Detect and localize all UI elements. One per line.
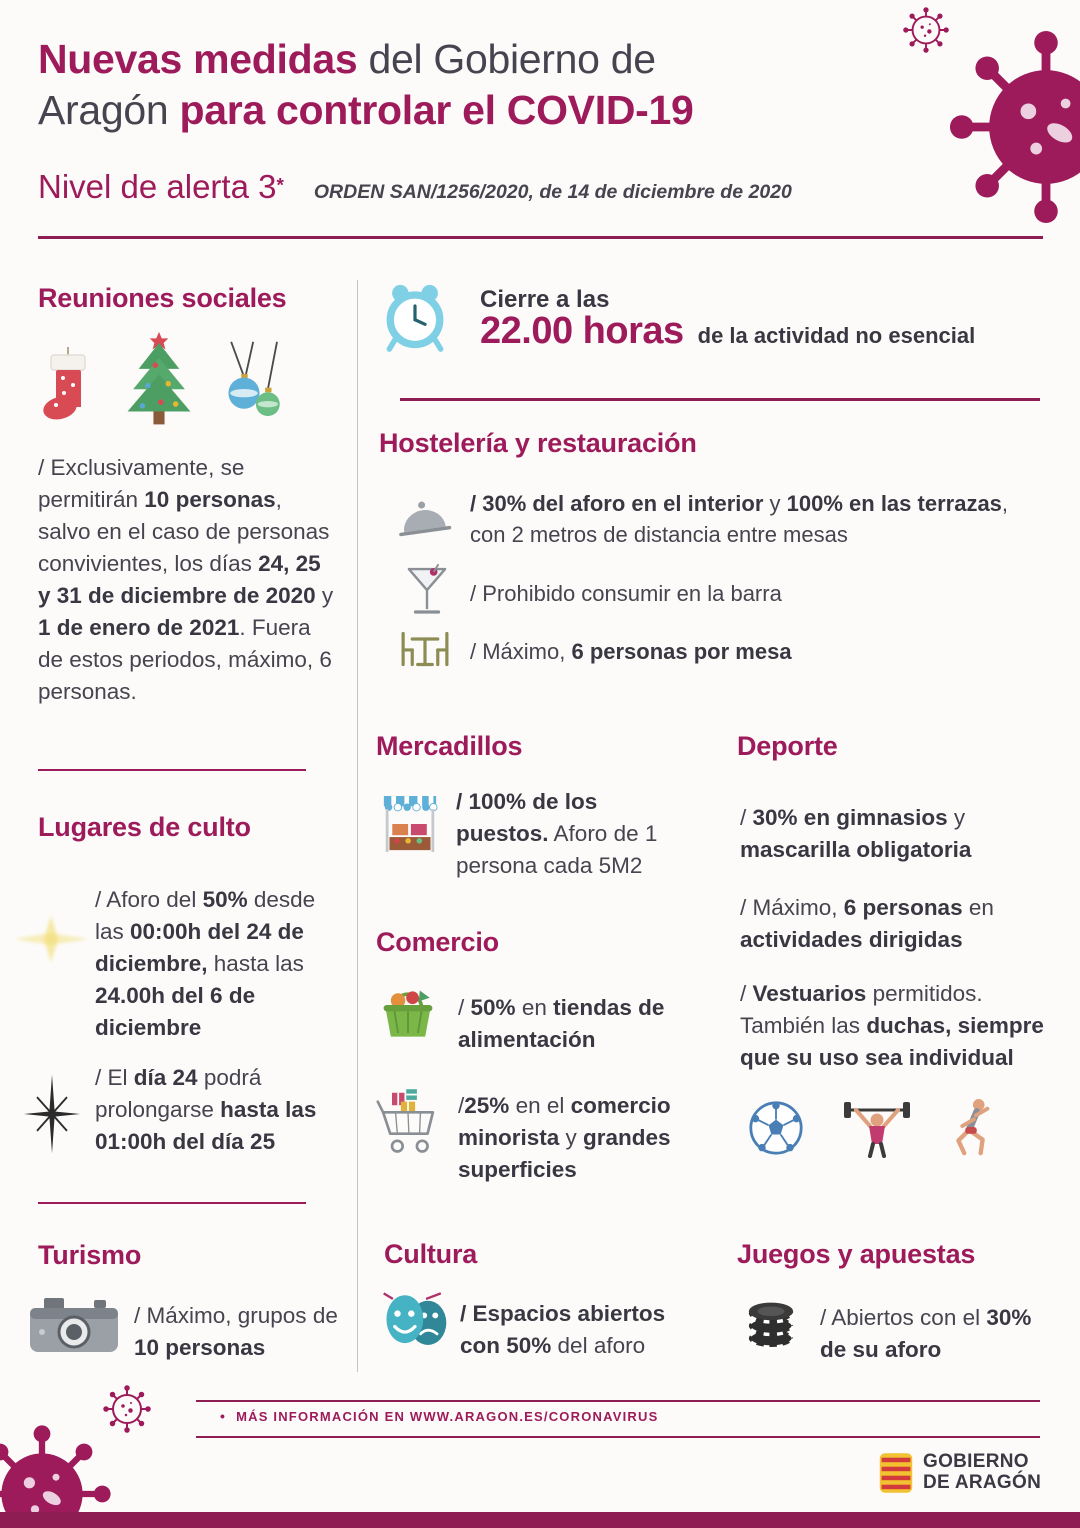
seg: / Abiertos con el: [820, 1305, 987, 1330]
seg: / Máximo, grupos de: [134, 1303, 338, 1328]
seg: . Fuera de estos periodos, máximo, 6 personas.: [38, 614, 332, 704]
left-divider-1: [38, 769, 306, 771]
seg: 00:00h del 24 de diciembre,: [95, 918, 304, 976]
title-line-2: [38, 85, 694, 136]
seg: Aforo de 1 persona cada 5M2: [456, 820, 658, 878]
seg: día 24: [133, 1065, 198, 1090]
seg: 25%: [464, 1093, 510, 1118]
seg: desde las: [95, 887, 316, 944]
logo-line-1: GOBIERNO: [923, 1451, 1029, 1473]
seg: / Espacios abiertos con 50%: [460, 1301, 666, 1358]
seg: y: [315, 582, 334, 608]
footer-divider-top: [196, 1400, 1040, 1402]
seg: podrá prolongarse: [95, 1065, 262, 1122]
gobierno-aragon-logo: [878, 1450, 1041, 1496]
footer-divider-bottom: [196, 1436, 1040, 1438]
alert-asterisk: *: [276, 175, 284, 197]
star-icon: [22, 1072, 82, 1156]
seg: / Máximo,: [470, 639, 572, 664]
aragon-flag-icon: [878, 1450, 914, 1496]
seg: / Aforo del: [95, 887, 203, 912]
title-line-1: [38, 34, 694, 85]
seg: 1 de enero de 2021: [38, 614, 240, 640]
cocktail-glass-icon: [406, 562, 448, 620]
comercio-item-2: [458, 1090, 710, 1186]
seg: 24.00h del 6 de diciembre: [95, 982, 256, 1040]
seg: y: [763, 491, 787, 516]
banner-rest: de la actividad no esencial: [697, 323, 976, 348]
title-accent-2: para controlar el COVID-19: [179, 86, 694, 133]
seg: y: [947, 805, 966, 830]
header-divider: [38, 236, 1043, 239]
soccer-ball-icon: [748, 1100, 804, 1156]
bottom-bar: [0, 1512, 1080, 1528]
hosteleria-item-3: [470, 636, 890, 667]
title-start-2: Aragón: [38, 86, 180, 133]
footer-info-prefix: MÁS INFORMACIÓN EN: [236, 1409, 410, 1424]
seg: Vestuarios: [752, 981, 867, 1006]
seg: y: [559, 1124, 584, 1150]
seg: / 30% del aforo en el interior: [470, 491, 764, 516]
camera-icon: [28, 1294, 120, 1354]
seg: / Máximo,: [740, 895, 844, 920]
seg: / Prohibido consumir en la barra: [470, 581, 782, 606]
seg: 6 personas por mesa: [571, 639, 792, 664]
alert-row: [38, 168, 792, 206]
serving-dish-icon: [396, 496, 452, 540]
section-title-deporte: Deporte: [737, 731, 838, 761]
seg: /: [458, 995, 471, 1020]
banner-line-1: Cierre a las: [480, 286, 610, 313]
closure-time: 22.00 horas: [480, 310, 684, 352]
section-title-cultura: Cultura: [384, 1239, 478, 1269]
banner-divider: [400, 398, 1040, 401]
seg: grandes superficies: [458, 1124, 671, 1182]
seg: en: [962, 895, 994, 920]
footer-info-url: WWW.ARAGON.ES/CORONAVIRUS: [409, 1409, 659, 1424]
column-divider: [357, 280, 358, 1372]
section-title-comercio: Comercio: [376, 927, 499, 957]
left-divider-2: [38, 1202, 306, 1204]
title-accent-1: Nuevas medidas: [38, 36, 358, 82]
seg: en: [515, 995, 554, 1020]
running-icon: [942, 1096, 1000, 1160]
seg: mascarilla obligatoria: [740, 836, 972, 862]
juegos-text: [820, 1302, 1048, 1366]
bullet: •: [220, 1408, 227, 1424]
reuniones-text: [38, 452, 336, 708]
seg: 50%: [202, 887, 248, 912]
section-title-culto: Lugares de culto: [38, 812, 251, 842]
order-reference: ORDEN SAN/1256/2020, de 14 de diciembre de 2020: [313, 181, 792, 203]
shopping-cart-icon: [376, 1084, 440, 1162]
culto-item-1: [95, 884, 343, 1044]
coronavirus-icon: [102, 1384, 152, 1434]
seg: 30% en gimnasios: [752, 805, 948, 830]
seg: /: [458, 1093, 465, 1118]
alert-level-label: Nivel de alerta 3: [38, 168, 277, 205]
logo-line-2: DE ARAGÓN: [923, 1472, 1042, 1493]
seg: tiendas de alimentación: [458, 995, 665, 1052]
section-title-turismo: Turismo: [38, 1240, 142, 1270]
section-title-mercadillos: Mercadillos: [376, 731, 523, 761]
weightlifting-icon: [842, 1096, 912, 1158]
poker-chips-icon: [744, 1290, 798, 1350]
alarm-clock-icon: [382, 280, 448, 354]
seg: en el: [509, 1093, 571, 1118]
seg: 50%: [470, 995, 516, 1020]
seg: 10 personas: [144, 486, 276, 512]
turismo-text: [134, 1300, 339, 1364]
section-title-juegos: Juegos y apuestas: [737, 1239, 976, 1269]
theater-masks-icon: [380, 1290, 450, 1352]
banner-line-2: [480, 310, 975, 353]
seg: comercio minorista: [458, 1093, 671, 1150]
deporte-item-1: [740, 802, 1042, 866]
section-title-hosteleria: Hostelería y restauración: [379, 428, 697, 458]
deporte-item-3: [740, 978, 1048, 1074]
christmas-icons-row: [40, 330, 288, 430]
comercio-item-1: [458, 992, 706, 1056]
seg: , salvo en el caso de personas convivientes, los días: [38, 486, 330, 576]
seg: / Exclusivamente, se permitirán: [38, 455, 245, 512]
seg: hasta las: [207, 950, 304, 976]
title-rest-1: del Gobierno de: [357, 36, 656, 82]
seg: 6 personas: [843, 895, 963, 920]
table-and-chairs-icon: [394, 628, 456, 670]
footer-info: [220, 1408, 658, 1424]
section-title-reuniones: Reuniones sociales: [38, 283, 287, 313]
coronavirus-icon: [902, 6, 950, 54]
hosteleria-item-2: [470, 578, 890, 609]
christmas-stocking-icon: [40, 344, 96, 430]
deporte-item-2: [740, 892, 1042, 956]
hosteleria-item-1: [470, 488, 1036, 550]
coronavirus-icon: [948, 24, 1080, 230]
market-stall-icon: [382, 792, 438, 856]
seg: /: [740, 981, 753, 1006]
seg: / El: [95, 1065, 134, 1090]
seg: actividades dirigidas: [740, 926, 963, 952]
seg: permitidos. También las: [740, 981, 983, 1038]
mercadillos-text: [456, 786, 696, 882]
seg: / 100% de los puestos.: [456, 789, 598, 846]
seg: , con 2 metros de distancia entre mesas: [470, 491, 1009, 548]
culto-item-2: [95, 1062, 340, 1158]
seg: 10 personas: [134, 1334, 266, 1360]
seg: /: [740, 805, 753, 830]
logo-text: [923, 1452, 1041, 1493]
seg: del aforo: [551, 1332, 646, 1358]
cultura-text: [460, 1298, 700, 1362]
christmas-tree-icon: [122, 330, 196, 430]
seg: 24, 25 y 31 de diciembre de 2020: [38, 550, 321, 608]
seg: duchas, siempre que su uso sea individual: [740, 1012, 1044, 1070]
christmas-ornaments-icon: [222, 338, 288, 430]
page-title: [38, 34, 694, 136]
grocery-basket-icon: [378, 986, 438, 1042]
seg: hasta las 01:00h del día 25: [95, 1096, 317, 1154]
seg: 100% en las terrazas: [786, 491, 1002, 516]
seg: 30% de su aforo: [820, 1305, 1032, 1362]
candle-light-icon: [8, 912, 94, 966]
